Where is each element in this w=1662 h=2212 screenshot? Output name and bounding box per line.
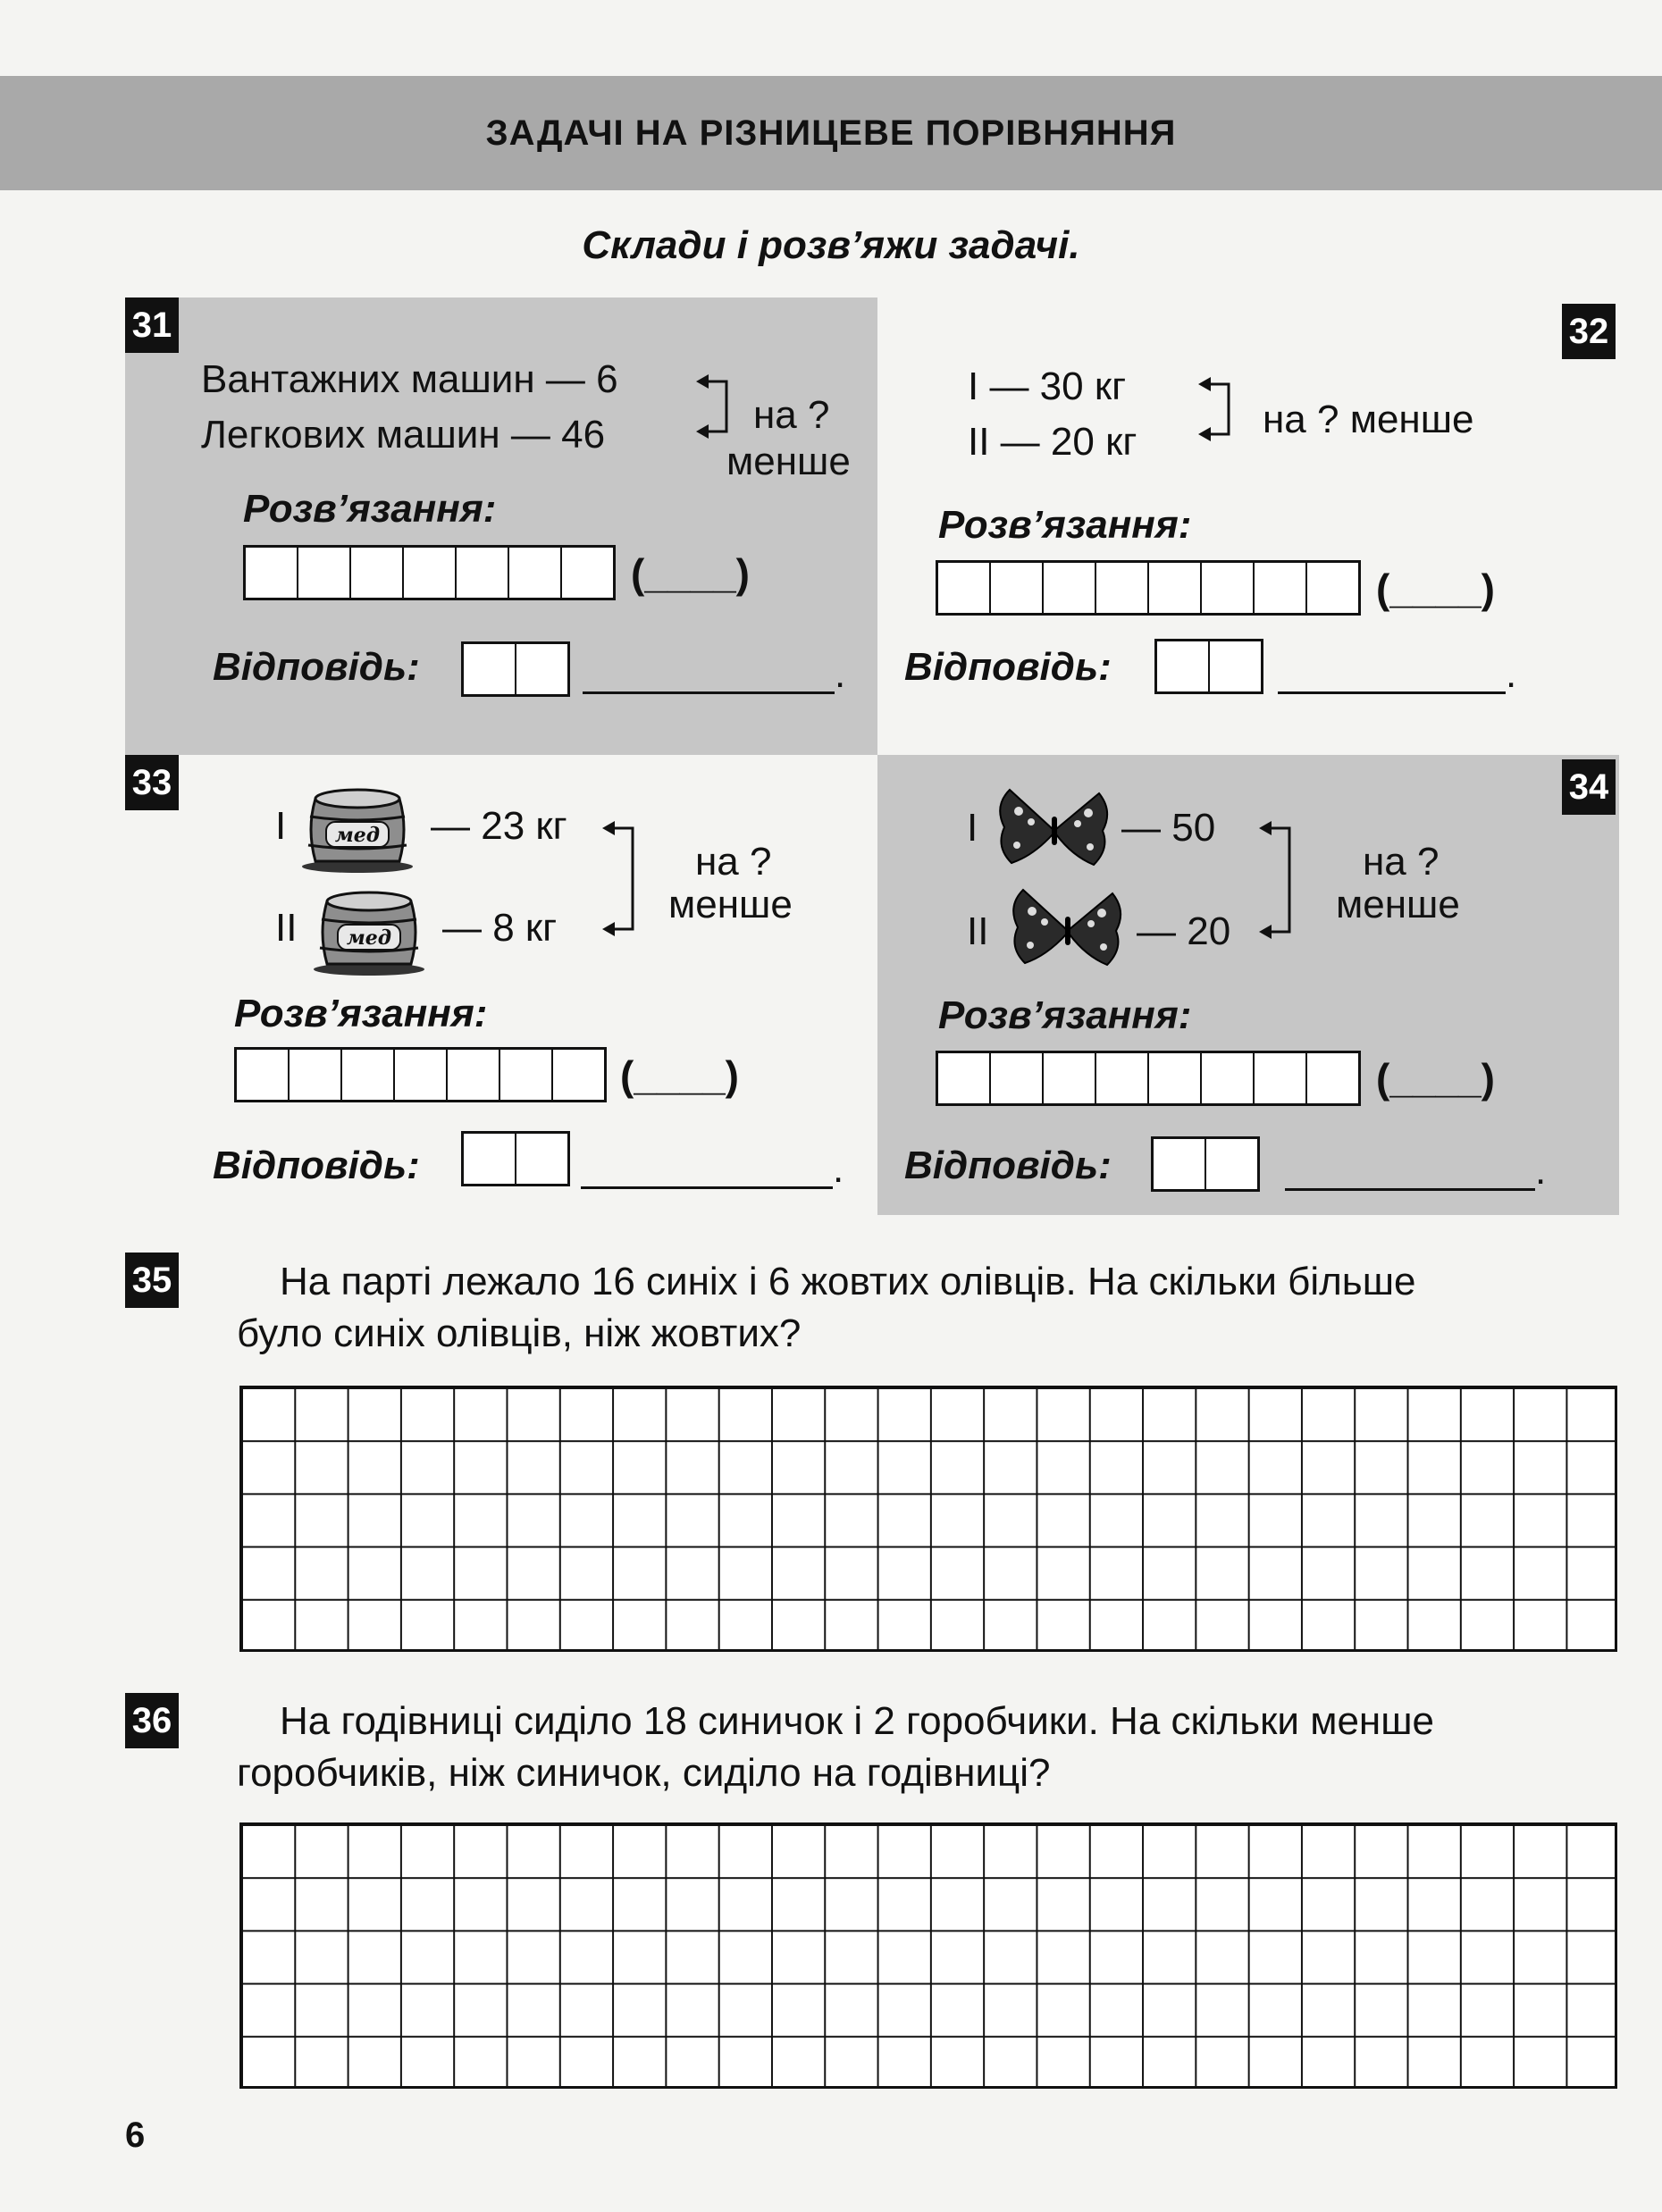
task-33-answer-label: Відповідь: [213,1144,420,1187]
honey-barrel-icon [299,786,416,876]
task-34-question-2: менше [1336,883,1460,926]
task-number-34: 34 [1562,759,1616,815]
task-34-period: . [1535,1149,1547,1193]
task-number-31: 31 [125,297,179,353]
task-33-solution-cells[interactable] [234,1047,607,1102]
task-33-answer-cells[interactable] [461,1131,570,1186]
task-34-solution-label: Розв’язання: [938,993,1192,1037]
honey-barrel-label: мед [334,824,381,847]
task-34-unit-blank[interactable]: (____) [1376,1055,1495,1102]
task-36-text-line-2: горобчиків, ніж синичок, сиділо на годівниці? [237,1751,1051,1795]
task-number-35: 35 [125,1253,179,1308]
task-31-row-2: Легкових машин — 46 [201,413,606,457]
task-34-bracket-icon [1255,809,1300,943]
task-33-row-2-label: II [275,906,298,950]
instruction: Склади і розв’яжи задачі. [582,223,1080,267]
task-31-question-1: на ? [753,393,830,437]
task-33-bracket-icon [599,809,643,943]
page-number: 6 [125,2116,146,2155]
task-34-solution-cells[interactable] [936,1051,1361,1106]
task-32-answer-line[interactable] [1278,691,1506,694]
section-header [0,76,1662,190]
task-31-answer-label: Відповідь: [213,645,420,689]
task-34-row-2-label: II [967,909,989,953]
butterfly-icon [1005,884,1130,974]
task-34-answer-line[interactable] [1285,1188,1535,1191]
task-34-question-1: на ? [1363,840,1440,884]
task-31-solution-cells[interactable] [243,545,616,600]
task-32-answer-label: Відповідь: [904,645,1112,689]
task-35-text-line-1: На парті лежало 16 синіх і 6 жовтих олівців. На скільки більше [280,1260,1416,1303]
butterfly-icon [992,784,1117,874]
task-33-question-2: менше [668,883,793,926]
task-31-answer-cells[interactable] [461,641,570,697]
task-number-36: 36 [125,1693,179,1748]
task-34-row-1-label: I [967,806,978,850]
task-32-row-1: I — 30 кг [968,364,1127,408]
task-32-unit-blank[interactable]: (____) [1376,566,1495,612]
task-number-33: 33 [125,755,179,810]
task-32-solution-label: Розв’язання: [938,503,1192,547]
honey-barrel-label: мед [346,926,392,950]
task-31-bracket-icon [692,362,737,442]
task-32-solution-cells[interactable] [936,560,1361,616]
section-title: ЗАДАЧІ НА РІЗНИЦЕВЕ ПОРІВНЯННЯ [485,113,1177,153]
task-34-answer-cells[interactable] [1151,1136,1260,1192]
task-33-row-1-value: — 23 кг [431,804,567,848]
task-34-row-1-value: — 50 [1121,806,1216,850]
task-33-unit-blank[interactable]: (____) [620,1052,739,1099]
task-31-question-2: менше [726,440,851,483]
task-31-answer-line[interactable] [583,691,835,694]
task-35-text-line-2: було синіх олівців, ніж жовтих? [237,1311,802,1355]
task-36-answer-grid[interactable] [239,1822,1617,2089]
task-31-solution-label: Розв’язання: [243,487,497,531]
task-33-answer-line[interactable] [581,1186,833,1189]
task-32-question: на ? менше [1263,398,1474,441]
task-32-period: . [1506,652,1517,696]
task-33-question-1: на ? [695,840,772,884]
task-31-period: . [835,652,846,696]
task-number-32: 32 [1562,304,1616,359]
task-36-text-line-1: На годівниці сиділо 18 синичок і 2 горобчики. На скільки менше [280,1699,1434,1743]
task-32-row-2: II — 20 кг [968,420,1137,464]
task-32-bracket-icon [1195,366,1239,447]
task-35-answer-grid[interactable] [239,1386,1617,1652]
task-31-row-1: Вантажних машин — 6 [201,357,618,401]
honey-barrel-icon [311,889,427,978]
task-33-period: . [833,1147,844,1191]
task-34-row-2-value: — 20 [1137,909,1231,953]
task-32-answer-cells[interactable] [1154,639,1263,694]
task-34-answer-label: Відповідь: [904,1144,1112,1187]
task-33-row-1-label: I [275,804,287,848]
task-33-solution-label: Розв’язання: [234,992,488,1035]
task-31-unit-blank[interactable]: (____) [631,550,750,597]
task-33-row-2-value: — 8 кг [442,906,558,950]
